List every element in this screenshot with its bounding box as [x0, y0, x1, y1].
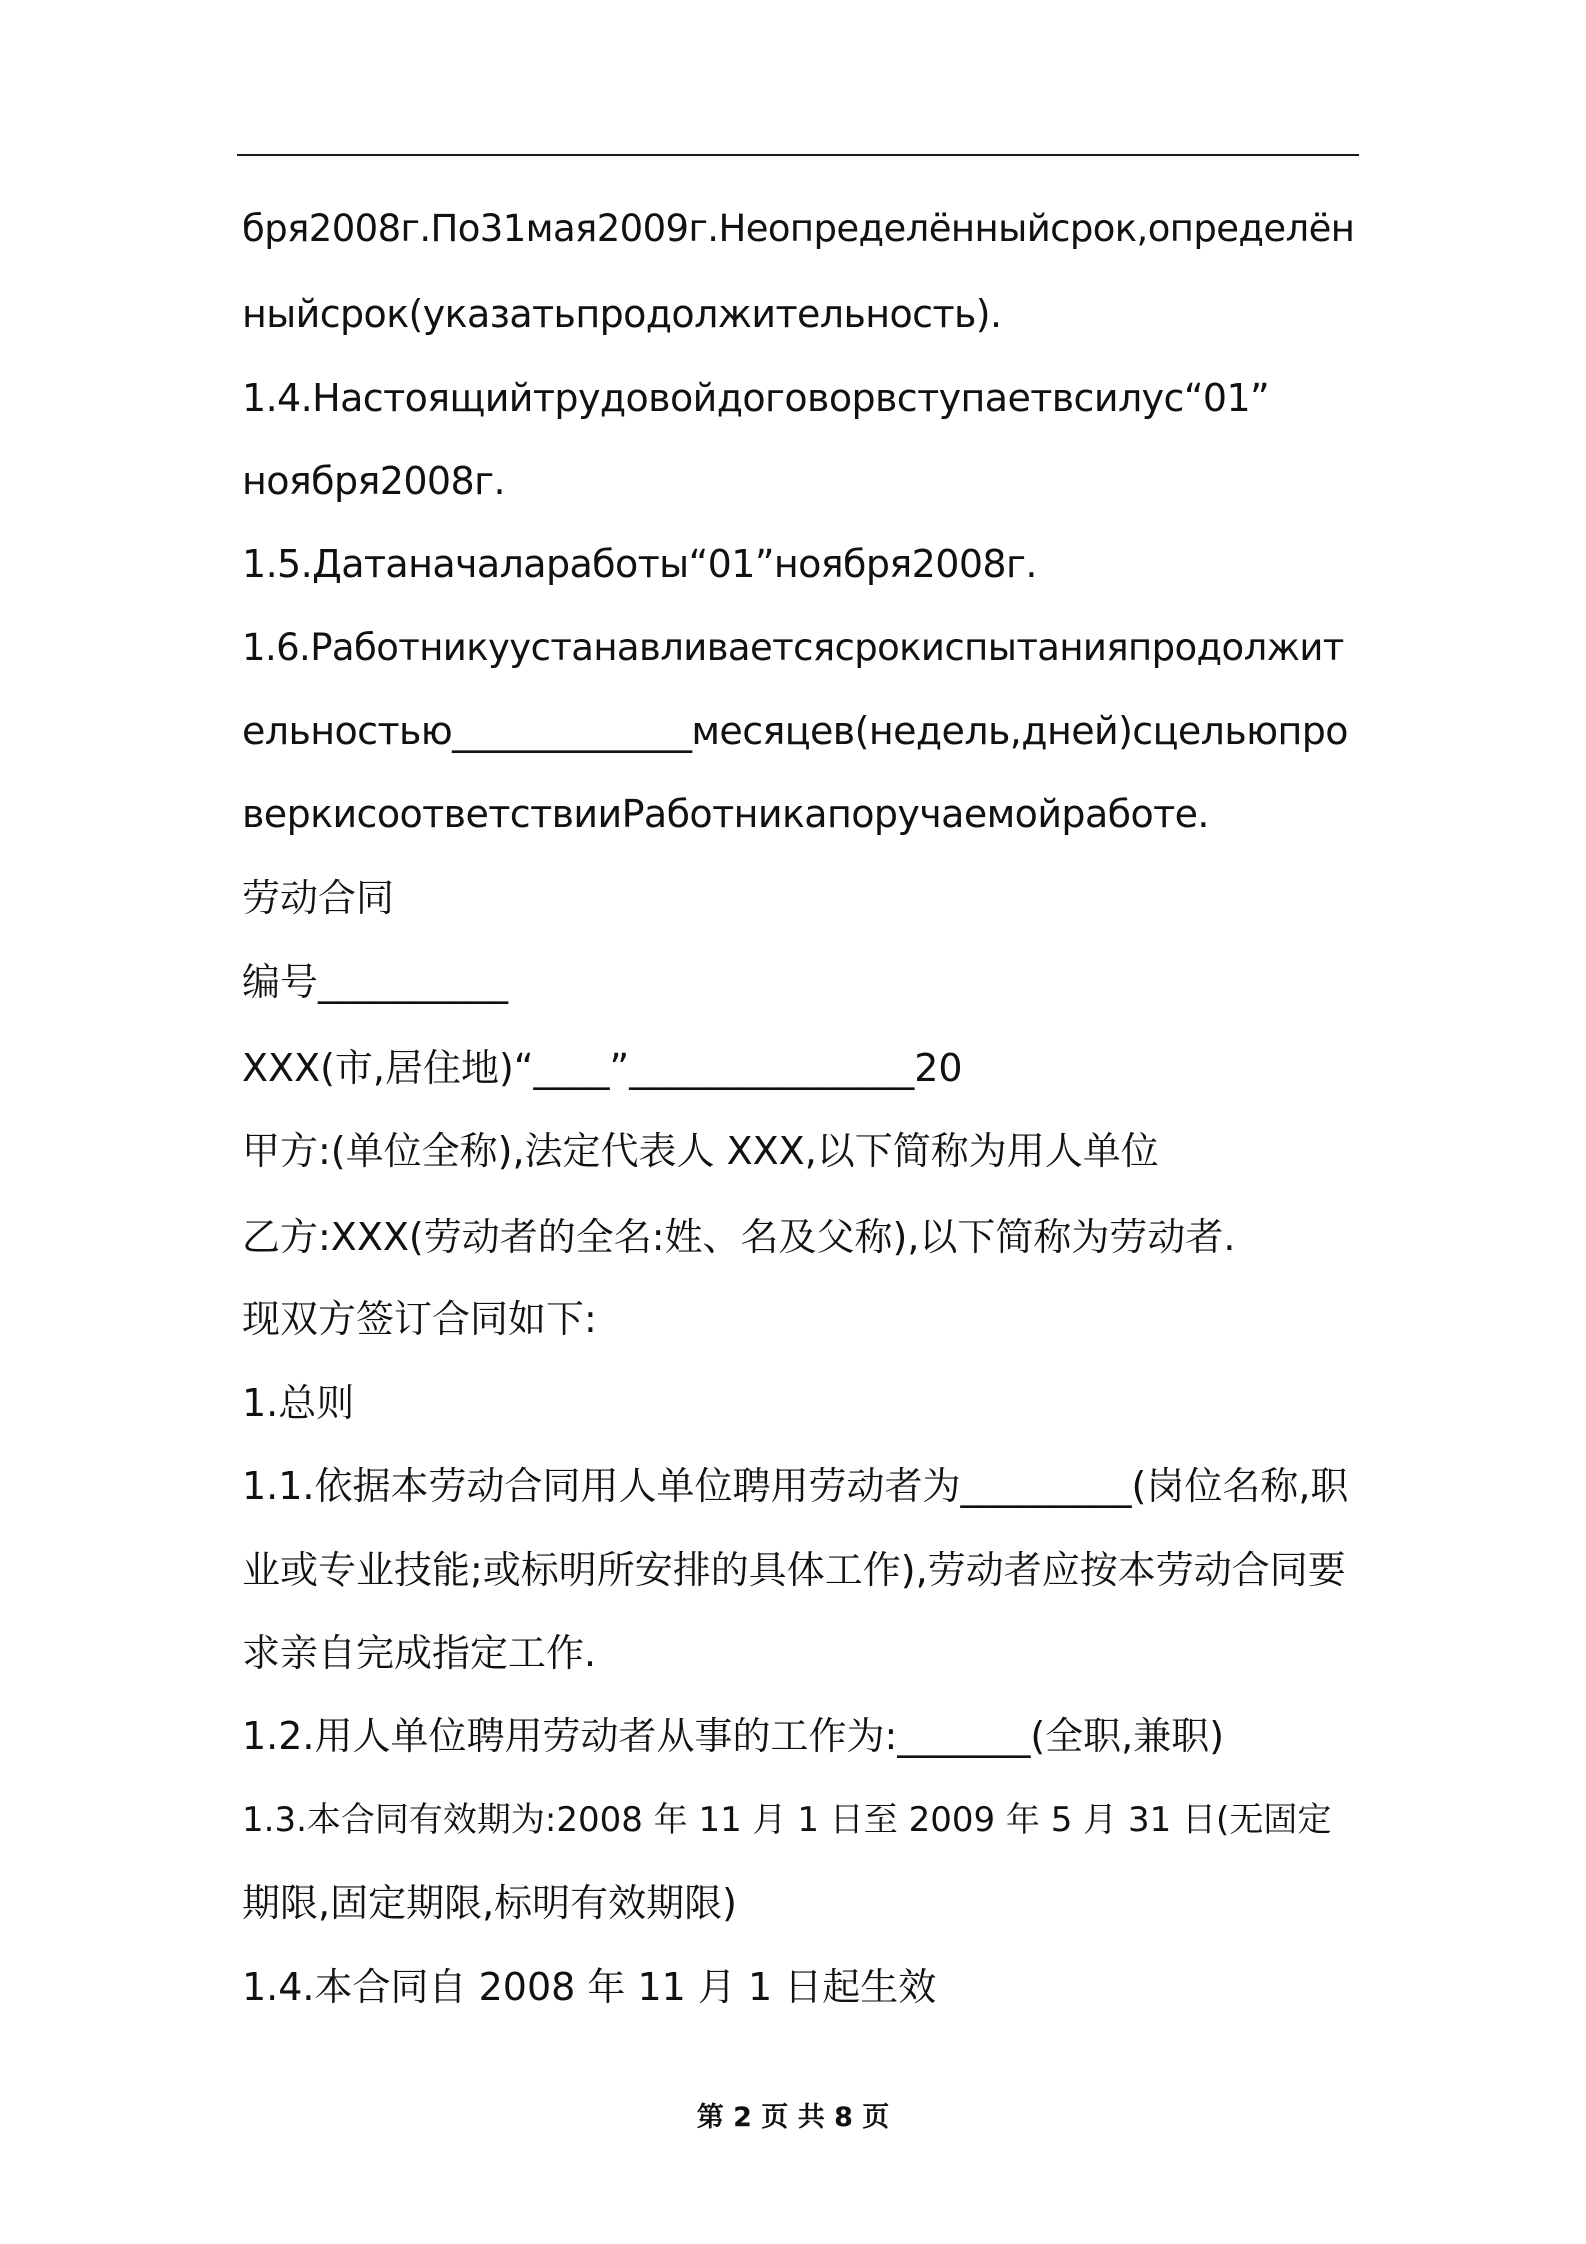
contract-number-line: 编号__________	[242, 960, 509, 1004]
text-line: 1.4.本合同自 2008 年 11 月 1 日起生效	[242, 1965, 937, 2009]
text-line: ныйсрок(указатьпродолжительность).	[242, 292, 1002, 336]
text-line: 求亲自完成指定工作.	[242, 1631, 597, 1675]
party-b-line: 乙方:XXX(劳动者的全名:姓、名及父称),以下简称为劳动者.	[242, 1215, 1236, 1259]
text-line: 业或专业技能;或标明所安排的具体工作),劳动者应按本劳动合同要	[242, 1548, 1346, 1592]
text-line: 1.5.Датаначалаработы“01”ноября2008г.	[242, 542, 1037, 586]
header-rule	[237, 154, 1359, 156]
text-line: 1.1.依据本劳动合同用人单位聘用劳动者为_________(岗位名称,职	[242, 1464, 1349, 1508]
page-footer	[0, 2100, 1586, 2136]
party-a-line: 甲方:(单位全称),法定代表人 XXX,以下简称为用人单位	[242, 1129, 1159, 1173]
text-line: 1.2.用人单位聘用劳动者从事的工作为:_______(全职,兼职)	[242, 1714, 1225, 1758]
text-line: 1.4.Настоящийтрудовойдоговорвступаетвсилус“01”	[242, 376, 1270, 420]
text-line: 1.3.本合同有效期为:2008 年 11 月 1 日至 2009 年 5 月 31 日(无固定	[242, 1800, 1332, 1840]
page-number: 第 2 页 共 8 页	[696, 2102, 890, 2133]
document-title: 劳动合同	[242, 876, 395, 920]
text-line: ноября2008г.	[242, 459, 505, 503]
text-line: 1.6.Работникуустанавливаетсясрокиспытанияпродолжит	[242, 626, 1344, 669]
text-line: ельностью_____________месяцев(недель,дней)сцельюпро	[242, 709, 1348, 753]
text-line: бря2008г.По31мая2009г.Неопределённыйсрок,определён	[242, 207, 1355, 250]
place-date-line: XXX(市,居住地)“____”_______________20	[242, 1046, 963, 1090]
text-line: веркисоответствииРаботникапоручаемойработе.	[242, 792, 1209, 836]
text-line: 期限,固定期限,标明有效期限)	[242, 1881, 737, 1925]
text-line: 现双方签订合同如下:	[242, 1297, 597, 1341]
section-heading: 1.总则	[242, 1381, 355, 1425]
